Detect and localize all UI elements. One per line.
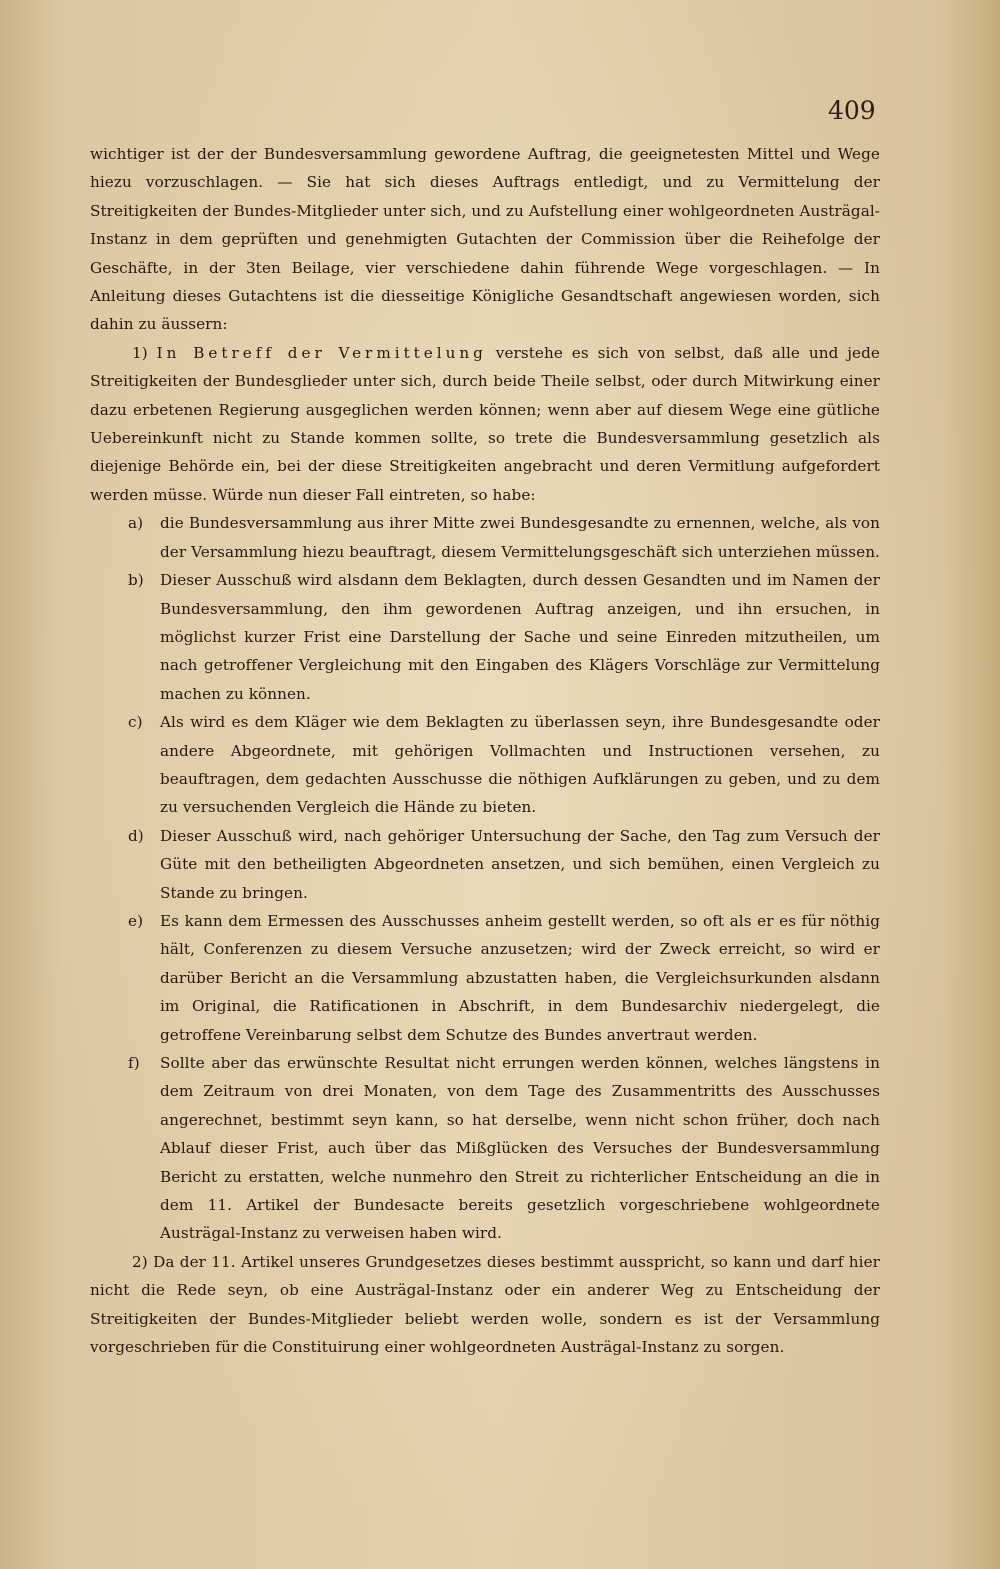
list-item-text: die Bundesversammlung aus ihrer Mitte zwei Bundesgesandte zu ernennen, welche, als von der Versammlung hiezu beauftragt, diesem Vermittelungsgeschäft sich unterziehen müssen. xyxy=(160,514,880,561)
point-1-heading: In Betreff der Vermittelung xyxy=(156,343,487,362)
list-marker: c) xyxy=(128,713,143,732)
list-item-text: Sollte aber das erwünschte Resultat nicht errungen werden können, welches längstens in dem Zeitraum von drei Monaten, von dem Tage des Zusammentritts des Ausschusses angerechnet, bestimmt seyn kann, so hat derselbe, wenn nicht schon früher, doch nach Ablauf dieser Frist, auch über das Mißglücken des Versuches der Bundesversammlung Bericht zu erstatten, welche nunmehro den Streit zu richterlicher Entscheidung an die in dem 11. Artikel der Bundesacte bereits gesetzlich vorgeschriebene wohlgeordnete Austrägal-Instanz zu verweisen haben wird. xyxy=(160,1054,880,1243)
list-item-f xyxy=(90,1049,880,1248)
list-item-text: Dieser Ausschuß wird, nach gehöriger Untersuchung der Sache, den Tag zum Versuch der Güte mit den betheiligten Abgeordneten ansetzen, und sich bemühen, einen Vergleich zu Stande zu bringen. xyxy=(160,826,880,902)
point-1-paragraph xyxy=(90,339,880,509)
page-number: 409 xyxy=(828,96,876,125)
point-1-number: 1) xyxy=(132,343,148,362)
list-item-c xyxy=(90,708,880,822)
point-1-text: verstehe es sich von selbst, daß alle und jede Streitigkeiten der Bundesglieder unter sich, durch beide Theile selbst, oder durch Mitwirkung einer dazu erbetenen Regierung ausgeglichen werden können; wenn aber auf diesem Wege eine gütliche Uebereinkunft nicht zu Stande kommen sollte, so trete die Bundesversammlung gesetzlich als diejenige Behörde ein, bei der diese Streitigkeiten angebracht und deren Vermitlung aufgefordert werden müsse. Würde nun dieser Fall eintreten, so habe: xyxy=(90,343,880,504)
body-text xyxy=(90,140,880,1361)
list-marker: f) xyxy=(128,1054,140,1072)
list-item-e xyxy=(90,907,880,1049)
list-marker: a) xyxy=(128,514,144,533)
list-item-a xyxy=(90,509,880,566)
list-item-text: Als wird es dem Kläger wie dem Beklagten zu überlassen seyn, ihre Bundesgesandte oder andere Abgeordnete, mit gehörigen Vollmachten und Instructionen versehen, zu beauftragen, dem gedachten Ausschusse die nöthigen Aufklärungen zu geben, und zu dem zu versuchenden Vergleich die Hände zu bieten. xyxy=(160,713,880,817)
point-2-paragraph: 2) Da der 11. Artikel unseres Grundgesetzes dieses bestimmt ausspricht, so kann und darf hier nicht die Rede seyn, ob eine Austrägal-Instanz oder ein anderer Weg zu Entscheidung der Streitigkeiten der Bundes-Mitglieder beliebt werden wolle, sondern es ist der Versammlung vorgeschrieben für die Constituirung einer wohlgeordneten Austrägal-Instanz zu sorgen. xyxy=(90,1252,880,1357)
list-item-b xyxy=(90,566,880,708)
list-marker: b) xyxy=(128,571,144,590)
list-item-text: Dieser Ausschuß wird alsdann dem Beklagten, durch dessen Gesandten und im Namen der Bundesversammlung, den ihm gewordenen Auftrag anzeigen, und ihn ersuchen, in möglichst kurzer Frist eine Darstellung der Sache und seine Einreden mitzutheilen, um nach getroffener Vergleichung mit den Eingaben des Klägers Vorschläge zur Vermittelung machen zu können. xyxy=(160,571,880,703)
list-item-d xyxy=(90,822,880,907)
list-marker: d) xyxy=(128,826,144,845)
intro-paragraph: wichtiger ist der der Bundesversammlung gewordene Auftrag, die geeignetesten Mittel und Wege hiezu vorzuschlagen. — Sie hat sich dieses Auftrags entledigt, und zu Vermittelung der Streitigkeiten der Bundes-Mitglieder unter sich, und zu Aufstellung einer wohlgeordneten Austrägal-Instanz in dem geprüften und genehmigten Gutachten der Commission über die Reihefolge der Geschäfte, in der 3ten Beilage, vier verschiedene dahin führende Wege vorgeschlagen. — In Anleitung dieses Gutachtens ist die diesseitige Königliche Gesandtschaft angewiesen worden, sich dahin zu äussern: xyxy=(90,145,880,334)
list-item-text: Es kann dem Ermessen des Ausschusses anheim gestellt werden, so oft als er es für nöthig hält, Conferenzen zu diesem Versuche anzusetzen; wird der Zweck erreicht, so wird er darüber Bericht an die Versammlung abzustatten haben, die Vergleichsurkunden alsdann im Original, die Ratificationen in Abschrift, in dem Bundesarchiv niedergelegt, die getroffene Vereinbarung selbst dem Schutze des Bundes anvertraut werden. xyxy=(160,911,880,1044)
list-marker: e) xyxy=(128,911,144,930)
